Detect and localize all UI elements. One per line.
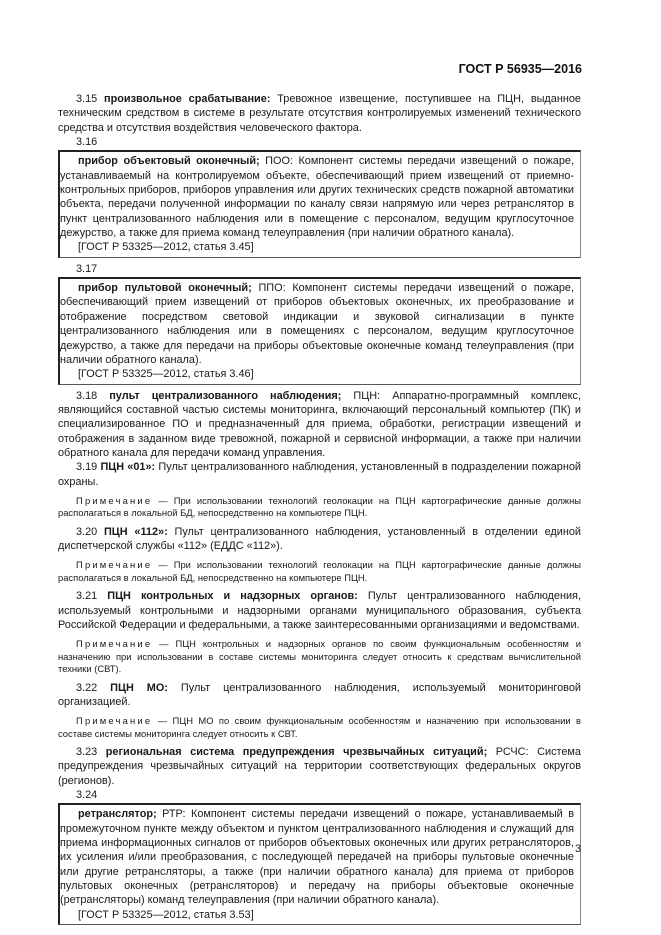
definition-text: Пульт централизованного наблюдения, установленный в подразделении пожарной охраны. <box>58 461 582 488</box>
clause-number: 3.18 <box>76 389 98 402</box>
definition-3-19 <box>58 460 581 489</box>
term: ПЦН «01»: <box>100 461 156 474</box>
term: прибор пультовой оконечный; <box>78 282 252 295</box>
definition-text: Пульт централизованного наблюдения, используемый мониторинговой организацией. <box>58 681 581 708</box>
source-reference: [ГОСТ Р 53325—2012, статья 3.45] <box>78 241 254 254</box>
definition-3-23 <box>58 745 581 788</box>
note-text: При использовании технологий геолокации на ПЦН картографические данные должны располагаться в локальной БД, непосредственно на компьютере ПЦН. <box>58 494 581 519</box>
term: ПЦН контрольных и надзорных органов: <box>107 590 358 603</box>
quoted-definition-3-24 <box>58 803 581 925</box>
definition-3-20 <box>58 525 581 554</box>
definition-text: Пульт централизованного наблюдения, установленный в отделении единой диспетчерской службы «112» (ЕДДС «112»). <box>58 525 582 553</box>
quoted-definition-3-16 <box>58 150 581 257</box>
clause-number: 3.15 <box>76 93 98 105</box>
note-label: Примечание <box>76 715 153 727</box>
note-text: ПЦН МО по своим функциональным особенностям и назначению при использовании в составе системы мониторинга следует относить к СВТ. <box>58 715 581 739</box>
clause-number: 3.23 <box>76 746 98 758</box>
clause-number: 3.22 <box>76 681 98 694</box>
note-text: При использовании технологий геолокации на ПЦН картографические данные должны располагаться в локальной БД, непосредственно на компьютере ПЦН. <box>58 559 581 583</box>
clause-number: 3.24 <box>76 789 98 802</box>
clause-number: 3.21 <box>76 590 98 603</box>
term: ретранслятор; <box>78 808 157 821</box>
note-label: Примечание <box>76 494 153 506</box>
term: пульт централизованного наблюдения; <box>109 389 342 402</box>
definition-3-18 <box>58 389 581 461</box>
definition-text: ППО: Компонент системы передачи извещений о пожаре, обеспечивающий прием извещений от приборов объектовых оконечных, их преобразование и отображение посредством световой индикации и звуковой сигнализации в пункте централизованного наблюдения или в помещениях с персоналом, ведущим круглосуточное дежурство, а также для передачи на приборы объектовые оконечные команд телеуправления (при наличии обратного канала). <box>60 282 575 366</box>
note-3-22: Примечание — ПЦН МО по своим функциональным особенностям и назначению при использовании в составе системы мониторинга следует относить к СВТ. <box>58 715 581 739</box>
definition-text: Тревожное извещение, поступившее на ПЦН, выданное техническим средством в системе в результате отсутствия контролируемых изменений технического средства и отсутствия воздействия человеческого фактора. <box>58 93 581 134</box>
note-label: Примечание <box>76 559 153 571</box>
document-body <box>58 92 581 929</box>
term: прибор объектовый оконечный; <box>78 155 260 168</box>
document-header: ГОСТ Р 56935—2016 <box>458 62 582 76</box>
term: произвольное срабатывание: <box>104 93 271 105</box>
note-label: Примечание <box>76 638 153 650</box>
page-number: 3 <box>575 843 582 855</box>
note-text: ПЦН контрольных и надзорных органов по своим функциональным особенностям и назначению при использовании в составе системы мониторинга следует относить к средствам вычислительной техники (СВТ). <box>58 638 581 675</box>
definition-3-15 <box>58 92 581 135</box>
definition-3-21 <box>58 589 581 632</box>
definition-text: ПЦН: Аппаратно-программный комплекс, являющийся составной частью системы мониторинга, включающий персональный компьютер (ПК) и специализированное ПО и предназначенный для приема, обработки, регистрации извещений и отображения в заданном виде тревожной, пожарной и сервисной информации, а также при наличии обратного канала для передачи команд управления. <box>58 389 582 459</box>
definition-text: Пульт централизованного наблюдения, используемый контрольными и надзорными органами муниципального образования, субъекта Российской Федерации и федеральными, а также заинтересованными организациями и ведомствами. <box>58 590 581 631</box>
definition-text: РТР: Компонент системы передачи извещений о пожаре, устанавливаемый в промежуточном пункте между объектом и пунктом централизованного наблюдения и служащий для приема информационных сигналов от приборов объектовых оконечных или других ретрансляторов, их усиления и/или преобразования, с последующей передачей на приборы пультовые оконечные или другие ретрансляторы, а также (при наличии обратного канала) для приема от приборов пультовых оконечных (ретрансляторов) и передачу на приборы объектовые оконечные (ретрансляторы) команд телеуправления (при наличии обратного канала). <box>60 808 574 907</box>
source-reference: [ГОСТ Р 53325—2012, статья 3.53] <box>78 908 254 921</box>
definition-3-22 <box>58 681 581 710</box>
definition-text: ПОО: Компонент системы передачи извещений о пожаре, устанавливаемый на контролируемом объекте, обеспечивающий прием извещений от приемно-контрольных приборов, приборов управления или других технических средств пожарной автоматики объекта, передачи полученной информации по каналу связи напрямую или через ретранслятор в пункт централизованного наблюдения или в помещение с персоналом, ведущим круглосуточное дежурство, а также для приема команд телеуправления (при наличии обратного канала). <box>60 155 574 240</box>
definition-text: РСЧС: Система предупреждения чрезвычайных ситуаций на территории соответствующих федеральных округов (регионов). <box>58 746 581 787</box>
note-3-20: Примечание — При использовании технологий геолокации на ПЦН картографические данные должны располагаться в локальной БД, непосредственно на компьютере ПЦН. <box>58 559 581 583</box>
term: ПЦН «112»: <box>103 525 168 538</box>
note-3-21: Примечание — ПЦН контрольных и надзорных органов по своим функциональным особенностям и назначению при использовании в составе системы мониторинга следует относить к средствам вычислительной техники (СВТ). <box>58 638 581 675</box>
term: региональная система предупреждения чрезвычайных ситуаций; <box>105 746 488 758</box>
quoted-definition-3-17 <box>58 277 581 384</box>
clause-number: 3.19 <box>76 461 98 474</box>
source-reference: [ГОСТ Р 53325—2012, статья 3.46] <box>78 368 254 381</box>
note-3-19: Примечание — При использовании технологий геолокации на ПЦН картографические данные должны располагаться в локальной БД, непосредственно на компьютере ПЦН. <box>58 494 581 519</box>
clause-number: 3.17 <box>76 262 98 275</box>
term: ПЦН МО: <box>110 681 168 694</box>
clause-number: 3.20 <box>76 525 98 538</box>
clause-number: 3.16 <box>76 136 98 149</box>
